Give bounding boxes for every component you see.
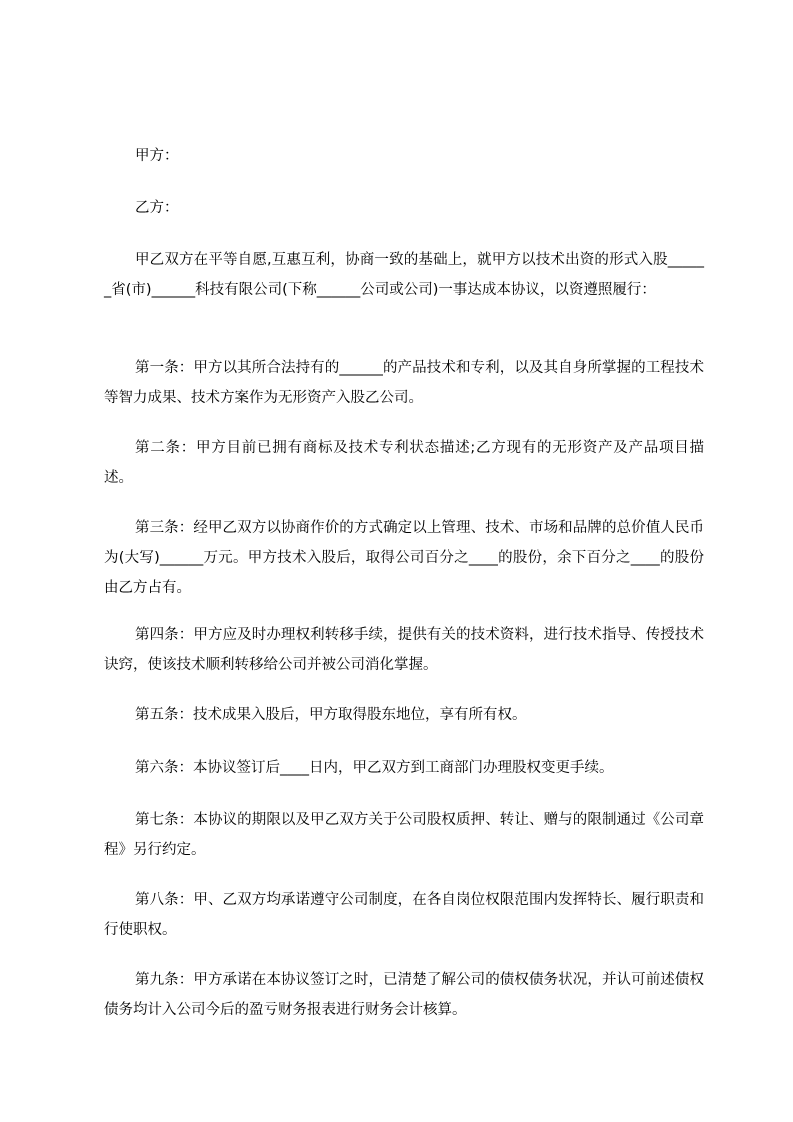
preamble-paragraph: 甲乙双方在平等自愿,互惠互利，协商一致的基础上，就甲方以技术出资的形式入股______省(市)______科技有限公司(下称______公司或公司)一事达成本协议，以资遵照履行： (104, 251, 704, 298)
article-8: 第八条：甲、乙双方均承诺遵守公司制度，在各自岗位权限范围内发挥特长、履行职责和行使职权。 (104, 891, 704, 938)
article-5: 第五条：技术成果入股后，甲方取得股东地位，享有所有权。 (135, 706, 527, 723)
article-4: 第四条：甲方应及时办理权利转移手续，提供有关的技术资料，进行技术指导、传授技术诀窍，使该技术顺利转移给公司并被公司消化掌握。 (104, 626, 704, 673)
article-2: 第二条：甲方目前已拥有商标及技术专利状态描述;乙方现有的无形资产及产品项目描述。 (104, 439, 704, 486)
party-a-line: 甲方： (135, 147, 179, 164)
party-b-line: 乙方： (135, 199, 179, 216)
article-9: 第九条：甲方承诺在本协议签订之时，已清楚了解公司的债权债务状况，并认可前述债权债务均计入公司今后的盈亏财务报表进行财务会计核算。 (104, 971, 704, 1018)
article-1: 第一条：甲方以其所合法持有的______的产品技术和专利，以及其自身所掌握的工程技术等智力成果、技术方案作为无形资产入股乙公司。 (104, 359, 704, 406)
article-7: 第七条：本协议的期限以及甲乙双方关于公司股权质押、转让、赠与的限制通过《公司章程》另行约定。 (104, 811, 704, 858)
article-6: 第六条：本协议签订后____日内，甲乙双方到工商部门办理股权变更手续。 (135, 759, 614, 776)
article-3: 第三条：经甲乙双方以协商作价的方式确定以上管理、技术、市场和品牌的总价值人民币为(大写)______万元。甲方技术入股后，取得公司百分之____的股份，余下百分之____的股份由乙方占有。 (104, 519, 704, 596)
